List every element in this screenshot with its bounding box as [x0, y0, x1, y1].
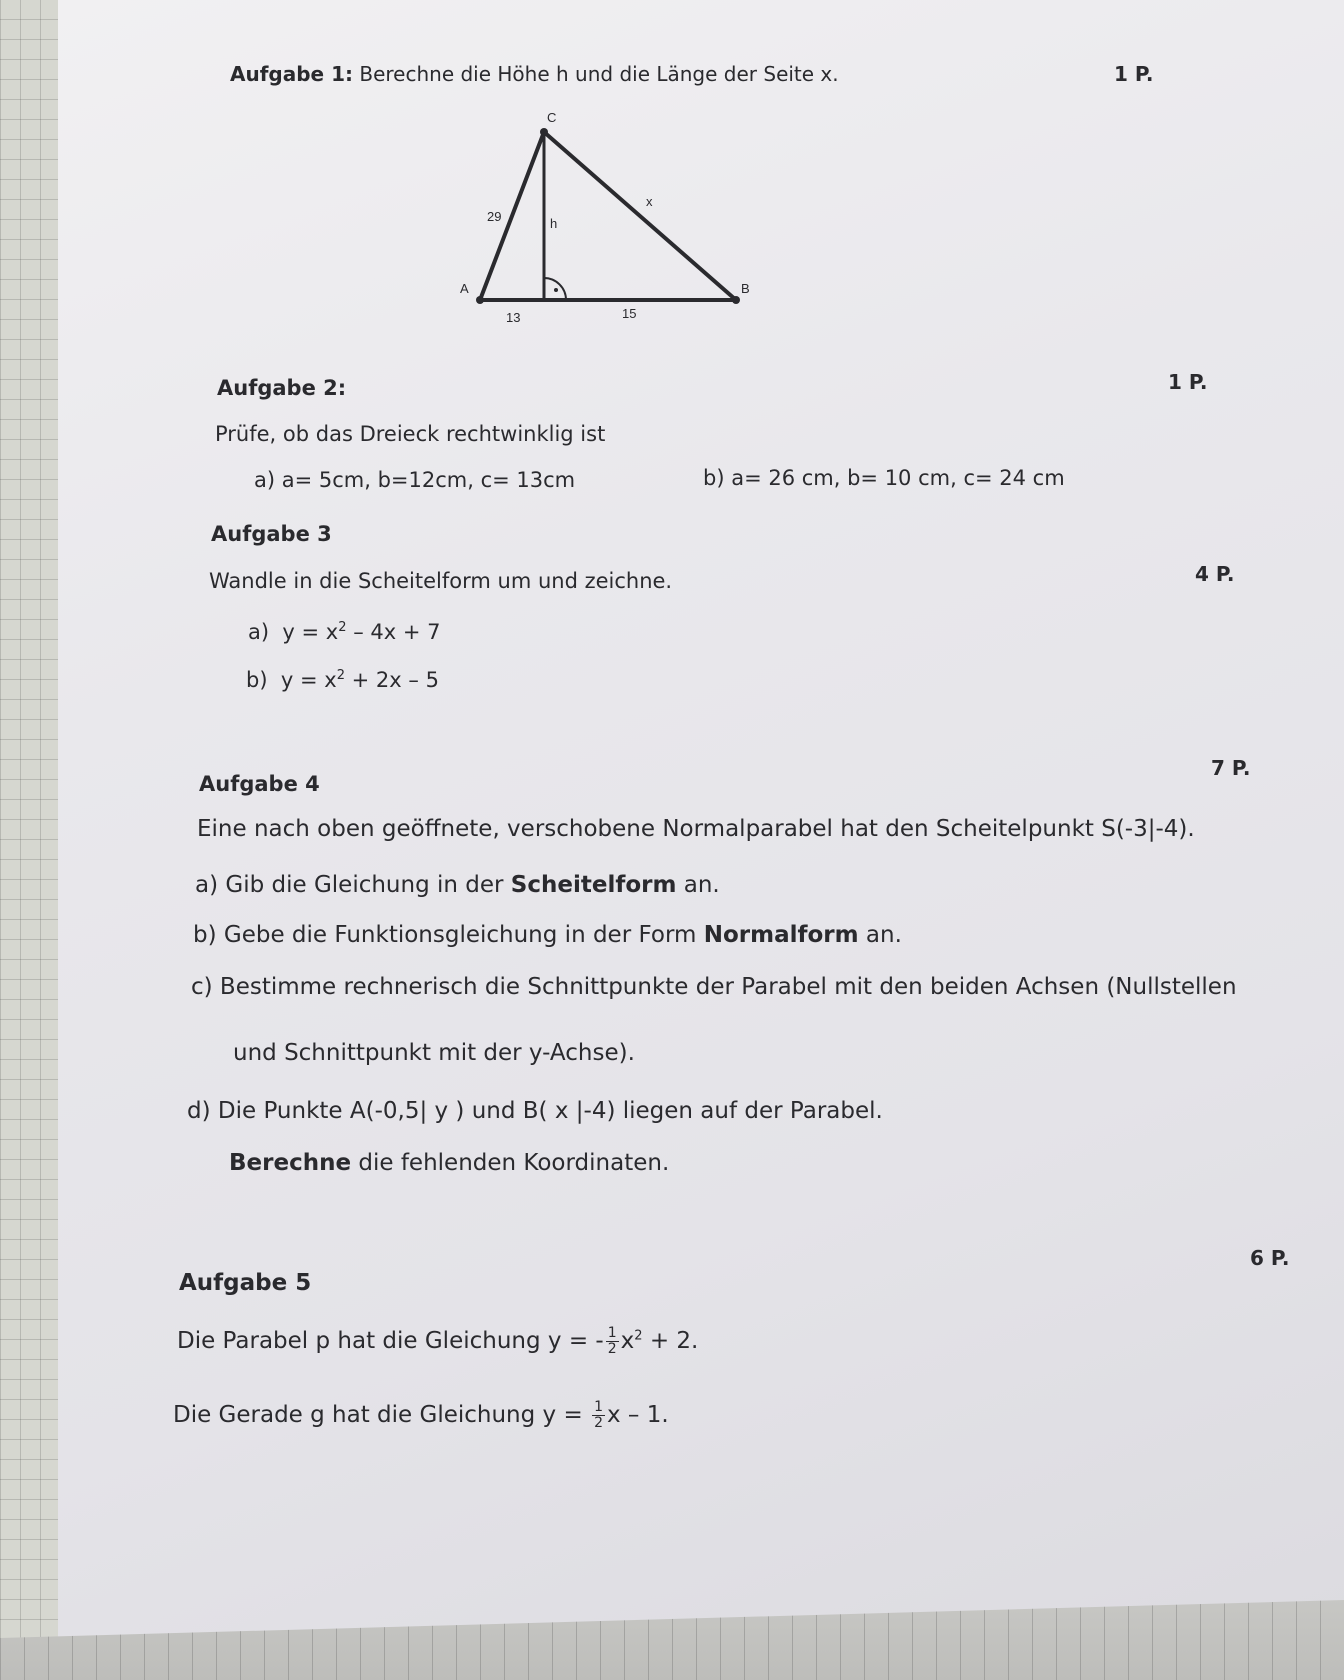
task4-b-pre: b) Gebe die Funktionsgleichung in der Form [193, 922, 704, 948]
task3-b-exp: 2 [336, 668, 345, 683]
task3-a-eq-post: – 4x + 7 [346, 620, 441, 644]
task5-g-fraction [592, 1400, 605, 1431]
task5-p-num: 1 [607, 1325, 617, 1341]
task5-points: 6 P. [1250, 1246, 1290, 1270]
task5-p-exp: 2 [634, 1328, 643, 1344]
task4-b-bold: Normalform [703, 922, 859, 948]
triangle-figure [440, 100, 770, 340]
task1-title [230, 62, 839, 86]
vertex-c-dot [540, 128, 548, 136]
task2-part-b: b) a= 26 cm, b= 10 cm, c= 24 cm [703, 466, 1065, 490]
task2-part-a: a) a= 5cm, b=12cm, c= 13cm [254, 468, 576, 492]
task5-parabola [177, 1326, 698, 1357]
task4-d-bold: Berechne [229, 1150, 352, 1176]
task4-a-post: an. [676, 872, 720, 898]
vertex-a-dot [476, 296, 484, 304]
task5-line [173, 1400, 669, 1431]
task1-points: 1 P. [1114, 62, 1154, 86]
task3-points: 4 P. [1195, 562, 1235, 586]
task4-part-c-line2: und Schnittpunkt mit der y-Achse). [233, 1040, 635, 1066]
task2-prompt: Prüfe, ob das Dreieck rechtwinklig ist [215, 422, 606, 446]
label-29: 29 [487, 209, 502, 224]
task3-a-eq-pre: y = x [282, 620, 339, 644]
task2-points: 1 P. [1168, 370, 1208, 394]
task4-points: 7 P. [1211, 756, 1251, 780]
task5-p-var: x [620, 1328, 635, 1354]
task4-a-pre: a) Gib die Gleichung in der [195, 872, 511, 898]
task5-p-post: + 2. [642, 1328, 699, 1354]
task5-p-pre: Die Parabel p hat die Gleichung y = - [177, 1328, 604, 1354]
label-13: 13 [506, 310, 521, 325]
task5-g-post: x – 1. [606, 1402, 669, 1428]
task2-heading: Aufgabe 2: [217, 376, 347, 400]
task3-a-label: a) [248, 620, 270, 644]
task5-p-fraction [606, 1326, 619, 1357]
task4-part-c-line1: c) Bestimme rechnerisch die Schnittpunkte der Parabel mit den beiden Achsen (Nullstellen [191, 974, 1237, 1000]
graph-paper-edge [0, 0, 58, 1680]
task4-part-d-line1: d) Die Punkte A(-0,5| y ) und B( x |-4) liegen auf der Parabel. [187, 1098, 883, 1124]
task3-part-b [246, 668, 439, 692]
task1-heading: Aufgabe 1: [230, 62, 353, 86]
task3-b-eq-post: + 2x – 5 [344, 668, 439, 692]
task4-part-d-line2 [229, 1150, 669, 1176]
label-15: 15 [622, 306, 637, 321]
task3-prompt: Wandle in die Scheitelform um und zeichne. [209, 569, 673, 593]
task4-part-b [193, 922, 902, 948]
task5-g-num: 1 [594, 1399, 603, 1415]
task4-a-bold: Scheitelform [510, 872, 677, 898]
task4-heading: Aufgabe 4 [199, 772, 320, 796]
task3-heading: Aufgabe 3 [211, 522, 332, 546]
label-c: C [547, 110, 557, 125]
task4-part-a [195, 872, 720, 898]
task1-text: Berechne die Höhe h und die Länge der Seite x. [353, 62, 839, 86]
label-a: A [460, 281, 469, 296]
task5-g-den: 2 [594, 1415, 603, 1431]
vertex-b-dot [732, 296, 740, 304]
label-h: h [550, 216, 558, 231]
task3-b-label: b) [246, 668, 268, 692]
task4-prompt: Eine nach oben geöffnete, verschobene Normalparabel hat den Scheitelpunkt S(-3|-4). [197, 816, 1195, 842]
task4-b-post: an. [858, 922, 902, 948]
task4-d-post: die fehlenden Koordinaten. [351, 1150, 670, 1176]
task5-g-pre: Die Gerade g hat die Gleichung y = [173, 1402, 591, 1428]
task3-a-exp: 2 [338, 620, 347, 635]
task5-p-den: 2 [607, 1341, 617, 1357]
task5-heading: Aufgabe 5 [179, 1270, 312, 1296]
triangle-abc [480, 132, 736, 300]
right-angle-dot [554, 288, 558, 292]
task3-part-a [248, 620, 440, 644]
label-x: x [646, 194, 653, 209]
label-b: B [741, 281, 750, 296]
task3-b-eq-pre: y = x [280, 668, 337, 692]
